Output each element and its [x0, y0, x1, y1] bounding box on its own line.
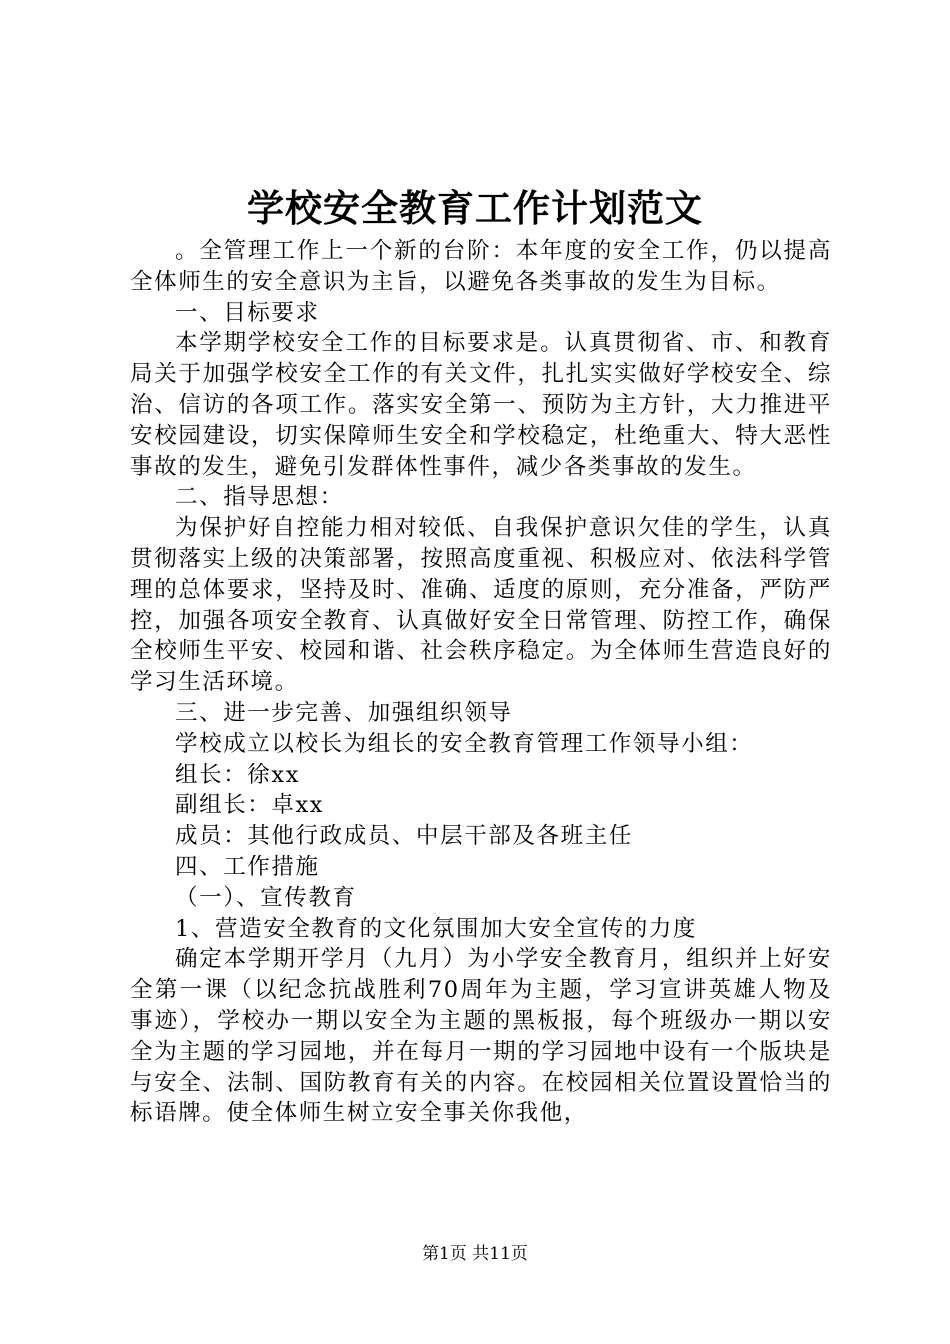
heading-measures: 四、工作措施: [175, 853, 320, 880]
heading-organization: 三、进一步完善、加强组织领导: [175, 699, 513, 726]
paragraph-organization: 学校成立以校长为组长的安全教育管理工作领导小组：: [175, 730, 754, 757]
paragraph-safety-month: 确定本学期开学月（九月）为小学安全教育月，组织并上好安全第一课（以纪念抗战胜利70周年为主题，学习宣讲英雄人物及事迹），学校办一期以安全为主题的黑板报，每个班级办一期以安全为主题的学习园地，并在每月一期的学习园地中设有一个版块是与安全、法制、国防教育有关的内容。在校园相关位置设置恰当的标语牌。使全体师生树立安全事关你我他，: [130, 946, 832, 1127]
team-leader: 组长：徐xx: [175, 761, 300, 788]
document-body: [130, 236, 832, 1129]
team-members: 成员：其他行政成员、中层干部及各班主任: [175, 823, 633, 850]
item-safety-culture: 1、营造安全教育的文化氛围加大安全宣传的力度: [175, 915, 698, 942]
heading-goals: 一、目标要求: [175, 299, 320, 326]
subheading-publicity: （一）、宣传教育: [175, 884, 357, 911]
page-footer: 第1页 共11页: [422, 1244, 528, 1264]
team-deputy-leader: 副组长：卓xx: [175, 792, 325, 819]
document-title: 学校安全教育工作计划范文: [247, 186, 703, 230]
paragraph-intro: 。全管理工作上一个新的台阶：本年度的安全工作，仍以提高全体师生的安全意识为主旨，以避免各类事故的发生为目标。: [130, 238, 832, 295]
heading-guiding-thought: 二、指导思想：: [175, 484, 344, 511]
paragraph-guiding-thought: 为保护好自控能力相对较低、自我保护意识欠佳的学生，认真贯彻落实上级的决策部署，按照高度重视、积极应对、依法科学管理的总体要求，坚持及时、准确、适度的原则，充分准备，严防严控，加强各项安全教育、认真做好安全日常管理、防控工作，确保全校师生平安、校园和谐、社会秩序稳定。为全体师生营造良好的学习生活环境。: [130, 515, 832, 696]
paragraph-goals: 本学期学校安全工作的目标要求是。认真贯彻省、市、和教育局关于加强学校安全工作的有关文件，扎扎实实做好学校安全、综治、信访的各项工作。落实安全第一、预防为主方针，大力推进平安校园建设，切实保障师生安全和学校稳定，杜绝重大、特大恶性事故的发生，避免引发群体性事件，减少各类事故的发生。: [130, 330, 832, 480]
